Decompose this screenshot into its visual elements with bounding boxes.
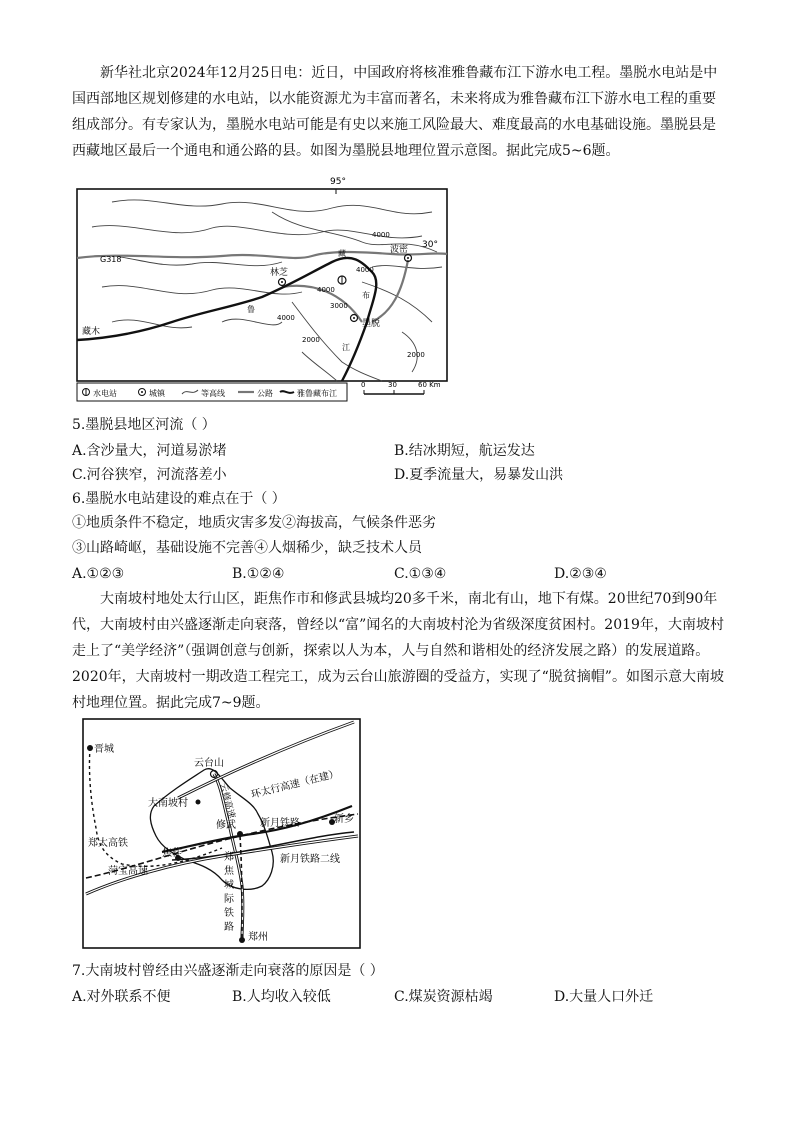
scale-30: 30 [388, 381, 397, 389]
zhengtai-label: 郑太高铁 [88, 838, 128, 849]
contour-label: 4000 [277, 314, 295, 322]
q5-option-a[interactable]: A.含沙量大，河道易淤堵 [72, 443, 227, 459]
jiaozuo-label: 焦作 [162, 848, 182, 859]
g318-label: G318 [100, 255, 122, 264]
q7-option-a[interactable]: A.对外联系不便 [72, 989, 171, 1005]
q5-option-d[interactable]: D.夏季流量大，易暴发山洪 [394, 467, 564, 483]
river-char-jiang: 江 [342, 343, 350, 352]
contour-label: 2000 [407, 351, 425, 359]
medog-location-map [72, 172, 452, 404]
q6-option-b[interactable]: B.①②④ [232, 566, 285, 582]
question-7-stem: 7.大南坡村曾经由兴盛逐渐走向衰落的原因是（ ） [72, 963, 384, 979]
huantaihang-label: 环太行高速（在建） [250, 768, 341, 801]
passage-2: 大南坡村地处太行山区，距焦作市和修武县城均20多千米，南北有山，地下有煤。20世纪70到90年代，大南坡村由兴盛逐渐走向衰落，曾经以“富”闻名的大南坡村沦为省级深度贫困村。2019年，大南坡村走上了“美学经济”（强调创意与创新，探索以人为本，人与自然和谐相处的经济发展之路）的发展道路。2020年，大南坡村一期改造工程完工，成为云台山旅游圈的受益方，实现了“脱贫摘帽”。如图示意大南坡村地理位置。据此完成7~9题。 [72, 591, 724, 711]
xinxiang-label: 新乡 [334, 814, 354, 825]
legend-hydro: 水电站 [93, 389, 117, 398]
lat-label: 30° [422, 240, 438, 250]
legend-town: 城镇 [149, 389, 165, 398]
q6-statement-line-1: ①地质条件不稳定，地质灾害多发②海拔高，气候条件恶劣 [72, 515, 436, 531]
zhengjiao-char: 焦 [224, 866, 234, 877]
zhengjiao-char: 铁 [224, 908, 234, 919]
linzhi-label: 林芝 [270, 268, 289, 278]
contour-label: 4000 [372, 231, 390, 239]
lon-label: 95° [330, 177, 346, 187]
dananpo-label: 大南坡村 [148, 798, 188, 809]
medog-label: 墨脱 [362, 319, 381, 329]
zhengjiao-char: 郑 [224, 852, 234, 863]
passage-1: 新华社北京2024年12月25日电：近日，中国政府将核准雅鲁藏布江下游水电工程。墨脱水电站是中国西部地区规划修建的水电站，以水能资源尤为丰富而著名，未来将成为雅鲁藏布江下游水电工程的重要组成部分。有专家认为，墨脱水电站可能是有史以来施工风险最大、难度最高的水电基础设施。墨脱县是西藏地区最后一个通电和通公路的县。如图为墨脱县地理位置示意图。据此完成5~6题。 [72, 65, 718, 159]
zhengjiao-char: 际 [224, 894, 234, 905]
contour-label: 2000 [302, 336, 320, 344]
contour-label: 4000 [317, 286, 335, 294]
q5-option-c[interactable]: C.河谷狭窄，河流落差小 [72, 467, 227, 483]
q7-option-b[interactable]: B.人均收入较低 [232, 989, 331, 1005]
xinyue2-label: 新月铁路二线 [280, 854, 340, 865]
xiuwu-label: 修武 [216, 820, 236, 831]
q5-option-b[interactable]: B.结冰期短，航运发达 [394, 443, 535, 459]
q7-option-c[interactable]: C.煤炭资源枯竭 [394, 989, 493, 1005]
river-char-lu: 鲁 [247, 305, 255, 314]
xinyue-label: 新月铁路 [260, 818, 300, 829]
q6-option-c[interactable]: C.①③④ [394, 566, 447, 582]
scale-60: 60 Km [418, 381, 441, 389]
question-5-stem: 5.墨脱县地区河流（ ） [72, 417, 216, 433]
contour-label: 3000 [330, 302, 348, 310]
zhengzhou-label: 郑州 [248, 932, 268, 943]
q7-option-d[interactable]: D.大量人口外迁 [554, 989, 654, 1005]
hebao-label: 菏宝高速 [108, 866, 148, 877]
dananpo-location-map [82, 718, 362, 950]
legend-contour: 等高线 [201, 389, 225, 398]
zhengjiao-char: 城 [224, 880, 234, 891]
q6-statement-line-2: ③山路崎岖，基础设施不完善④人烟稀少，缺乏技术人员 [72, 540, 422, 556]
q6-option-a[interactable]: A.①②③ [72, 566, 125, 582]
scale-0: 0 [361, 381, 366, 389]
zhengjiao-char: 路 [224, 922, 234, 933]
legend-road: 公路 [257, 389, 273, 398]
contour-label: 4000 [356, 266, 374, 274]
river-char-cang: 藏 [338, 249, 346, 258]
q6-option-d[interactable]: D.②③④ [554, 566, 607, 582]
bomi-label: 波密 [390, 245, 409, 255]
zangmu-label: 藏木 [82, 327, 101, 337]
yuntaishan-label: 云台山 [194, 758, 224, 769]
river-char-bu: 布 [362, 291, 370, 300]
legend-river: 雅鲁藏布江 [297, 389, 337, 398]
jincheng-label: 晋城 [94, 744, 114, 755]
question-6-stem: 6.墨脱水电站建设的难点在于（ ） [72, 491, 286, 507]
yunxiu-label: 云修高速 [217, 782, 237, 820]
